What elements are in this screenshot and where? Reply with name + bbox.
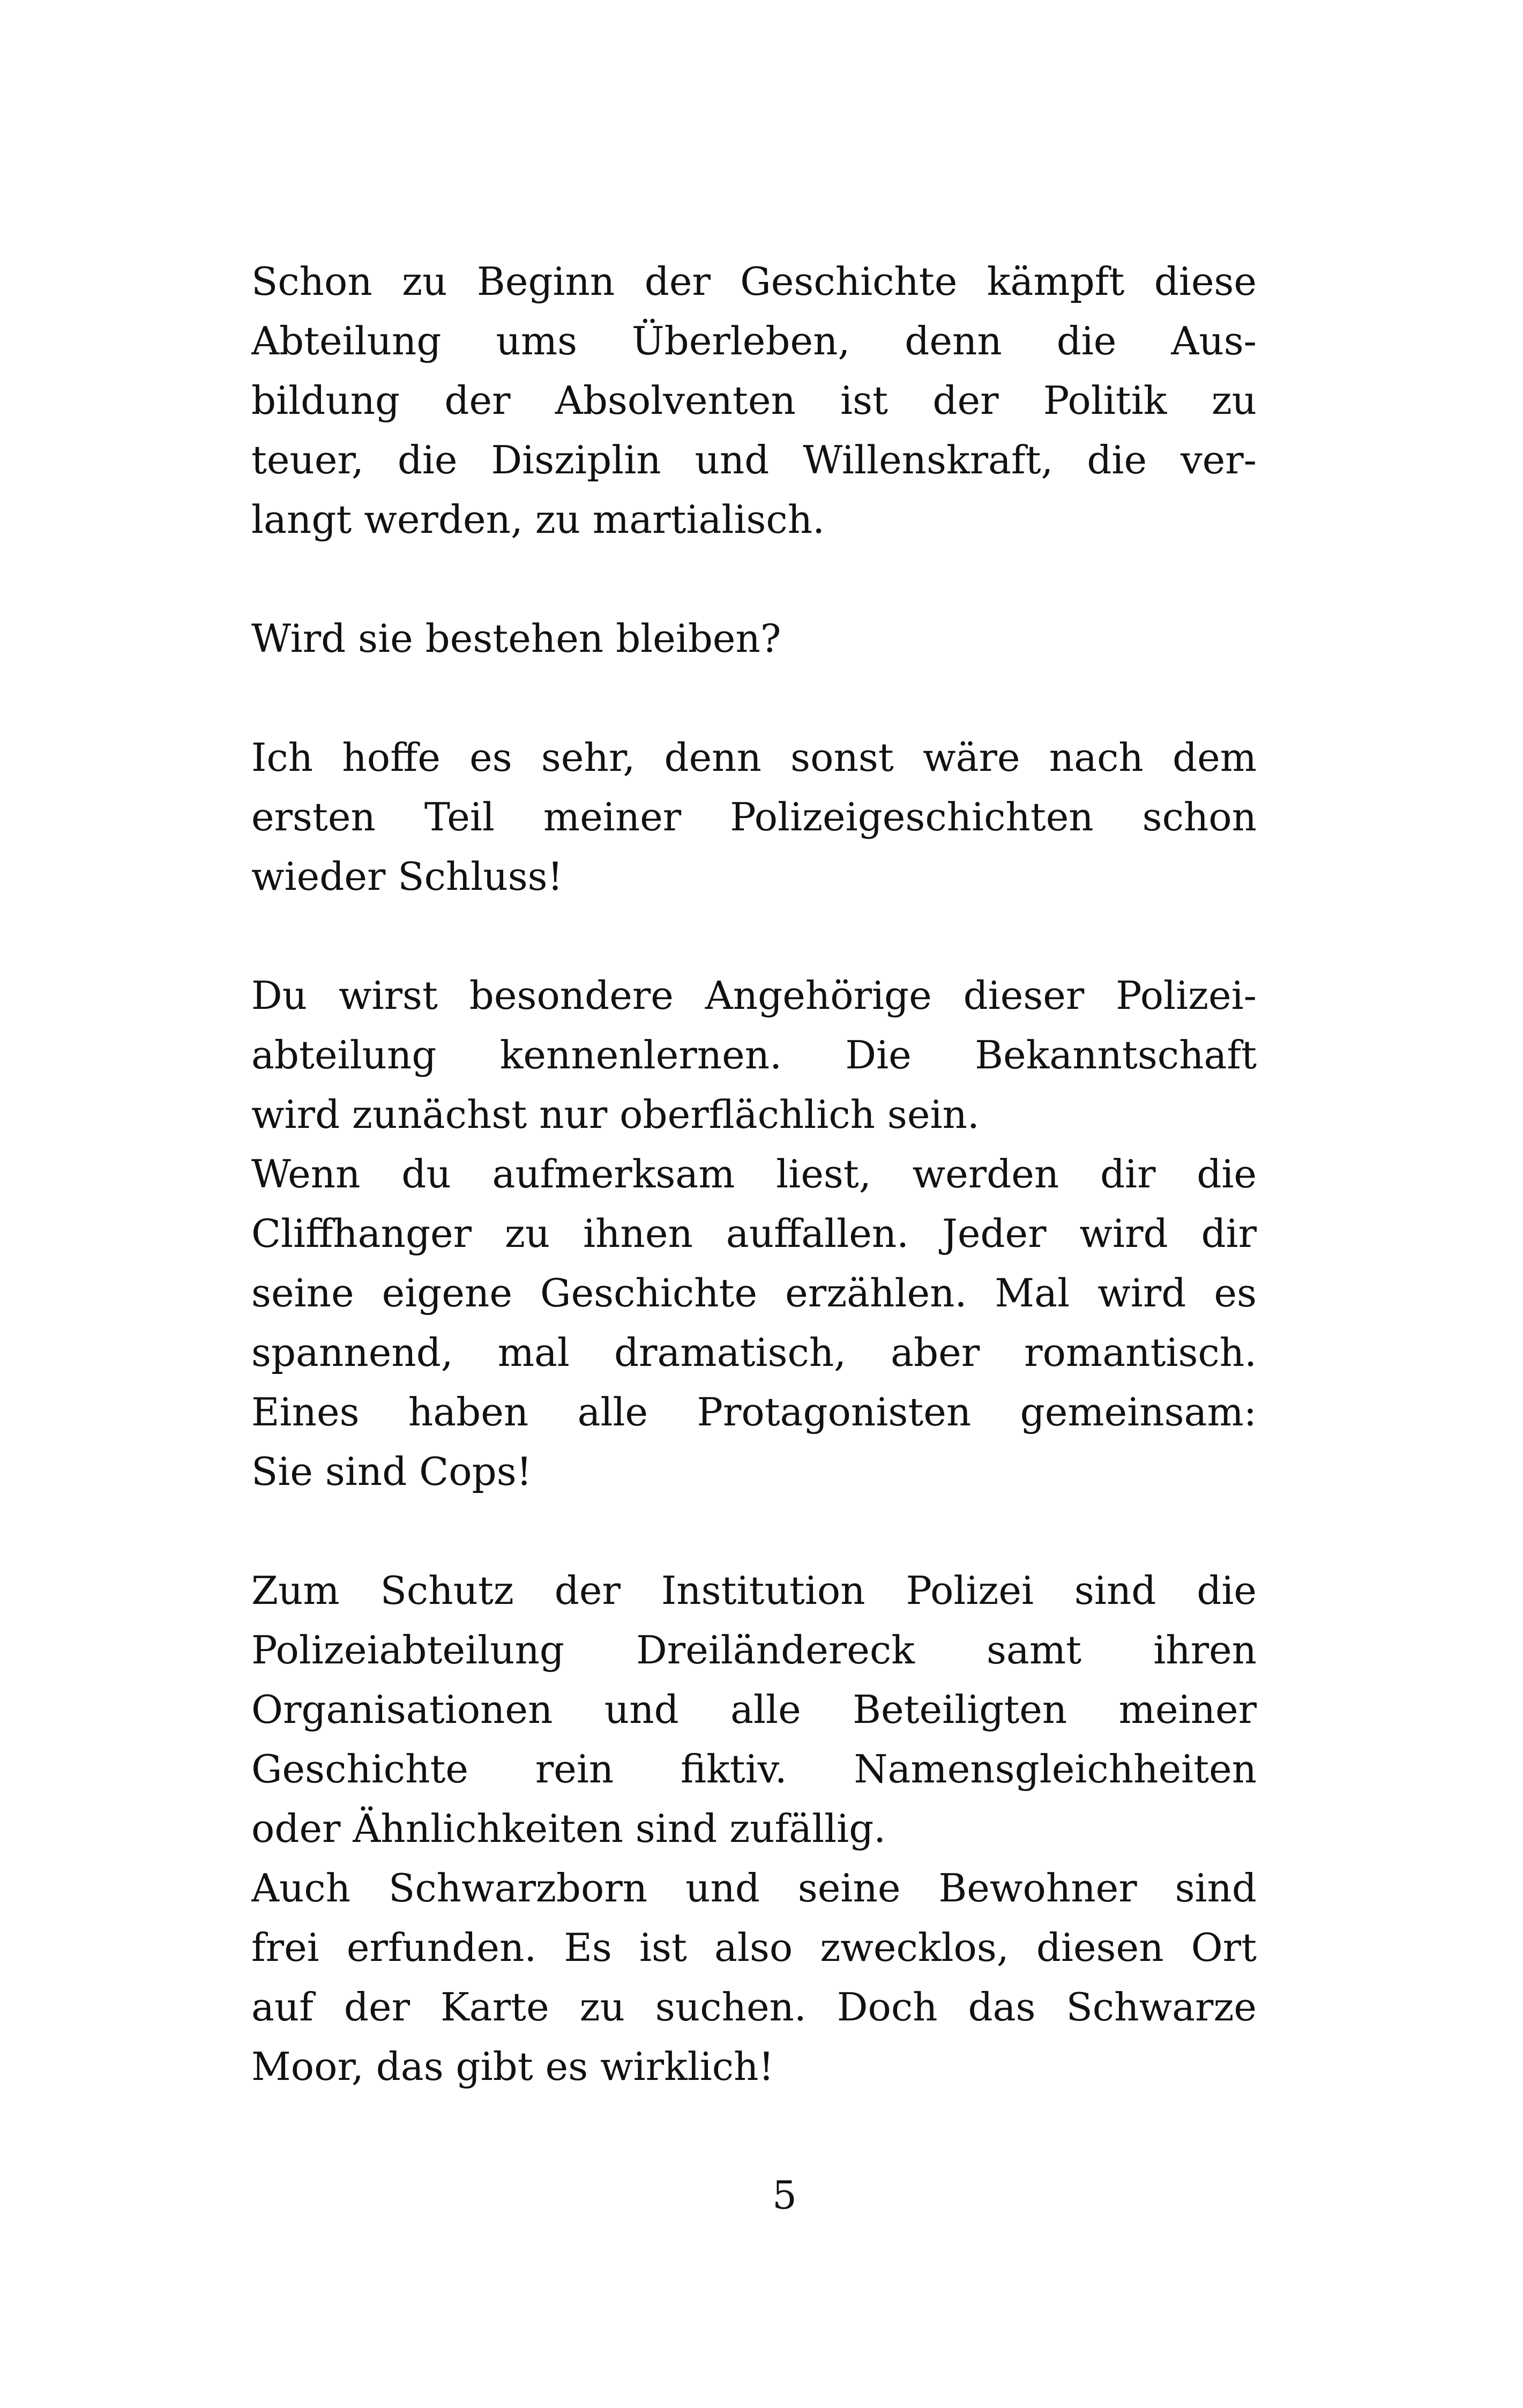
paragraph — [251, 1144, 1257, 1502]
text-line: seine eigene Geschichte erzählen. Mal wird es — [251, 1270, 1257, 1316]
text-line: Eines haben alle Protagonisten gemeinsam: — [251, 1389, 1257, 1435]
text-line: wieder Schluss! — [251, 854, 563, 899]
text-section — [251, 966, 1257, 1502]
text-line: langt werden, zu martialisch. — [251, 497, 825, 542]
paragraph — [251, 609, 1257, 668]
text-line: abteilung kennenlernen. Die Bekanntschaft — [251, 1032, 1257, 1077]
text-line: Zum Schutz der Institution Polizei sind die — [251, 1568, 1257, 1613]
paragraph — [251, 252, 1257, 549]
text-line: frei erfunden. Es ist also zwecklos, diesen Ort — [251, 1925, 1257, 1970]
text-line: spannend, mal dramatisch, aber romantisch. — [251, 1330, 1257, 1375]
text-section — [251, 609, 1257, 668]
text-line: Wenn du aufmerksam liest, werden dir die — [251, 1151, 1257, 1196]
text-line: Schon zu Beginn der Geschichte kämpft diese — [251, 259, 1257, 304]
text-section — [251, 728, 1257, 906]
text-line: Wird sie bestehen bleiben? — [251, 616, 781, 661]
text-line: auf der Karte zu suchen. Doch das Schwarze — [251, 1985, 1257, 2030]
text-line: Polizeiabteilung Dreiländereck samt ihren — [251, 1627, 1257, 1673]
text-line: Moor, das gibt es wirklich! — [251, 2044, 774, 2089]
text-line: Organisationen und alle Beteiligten meiner — [251, 1687, 1257, 1732]
text-line: Du wirst besondere Angehörige dieser Polizei- — [251, 973, 1257, 1018]
page-number: 5 — [772, 2173, 797, 2218]
paragraph — [251, 1561, 1257, 1859]
text-line: ersten Teil meiner Polizeigeschichten schon — [251, 794, 1257, 839]
text-line: oder Ähnlichkeiten sind zufällig. — [251, 1806, 886, 1851]
body-text — [251, 252, 1257, 2097]
text-line: teuer, die Disziplin und Willenskraft, die ver- — [251, 437, 1257, 482]
text-section — [251, 252, 1257, 549]
text-line: bildung der Absolventen ist der Politik zu — [251, 378, 1257, 423]
text-line: Abteilung ums Überleben, denn die Aus- — [251, 318, 1257, 363]
text-line: Geschichte rein fiktiv. Namensgleichheiten — [251, 1746, 1257, 1792]
text-line: Cliffhanger zu ihnen auffallen. Jeder wird dir — [251, 1211, 1257, 1256]
text-line: wird zunächst nur oberflächlich sein. — [251, 1092, 980, 1137]
text-line: Auch Schwarzborn und seine Bewohner sind — [251, 1866, 1257, 1911]
text-line: Ich hoffe es sehr, denn sonst wäre nach dem — [251, 735, 1257, 780]
text-section — [251, 1561, 1257, 2097]
paragraph — [251, 966, 1257, 1144]
paragraph — [251, 1859, 1257, 2097]
text-line: Sie sind Cops! — [251, 1449, 532, 1494]
paragraph — [251, 728, 1257, 906]
